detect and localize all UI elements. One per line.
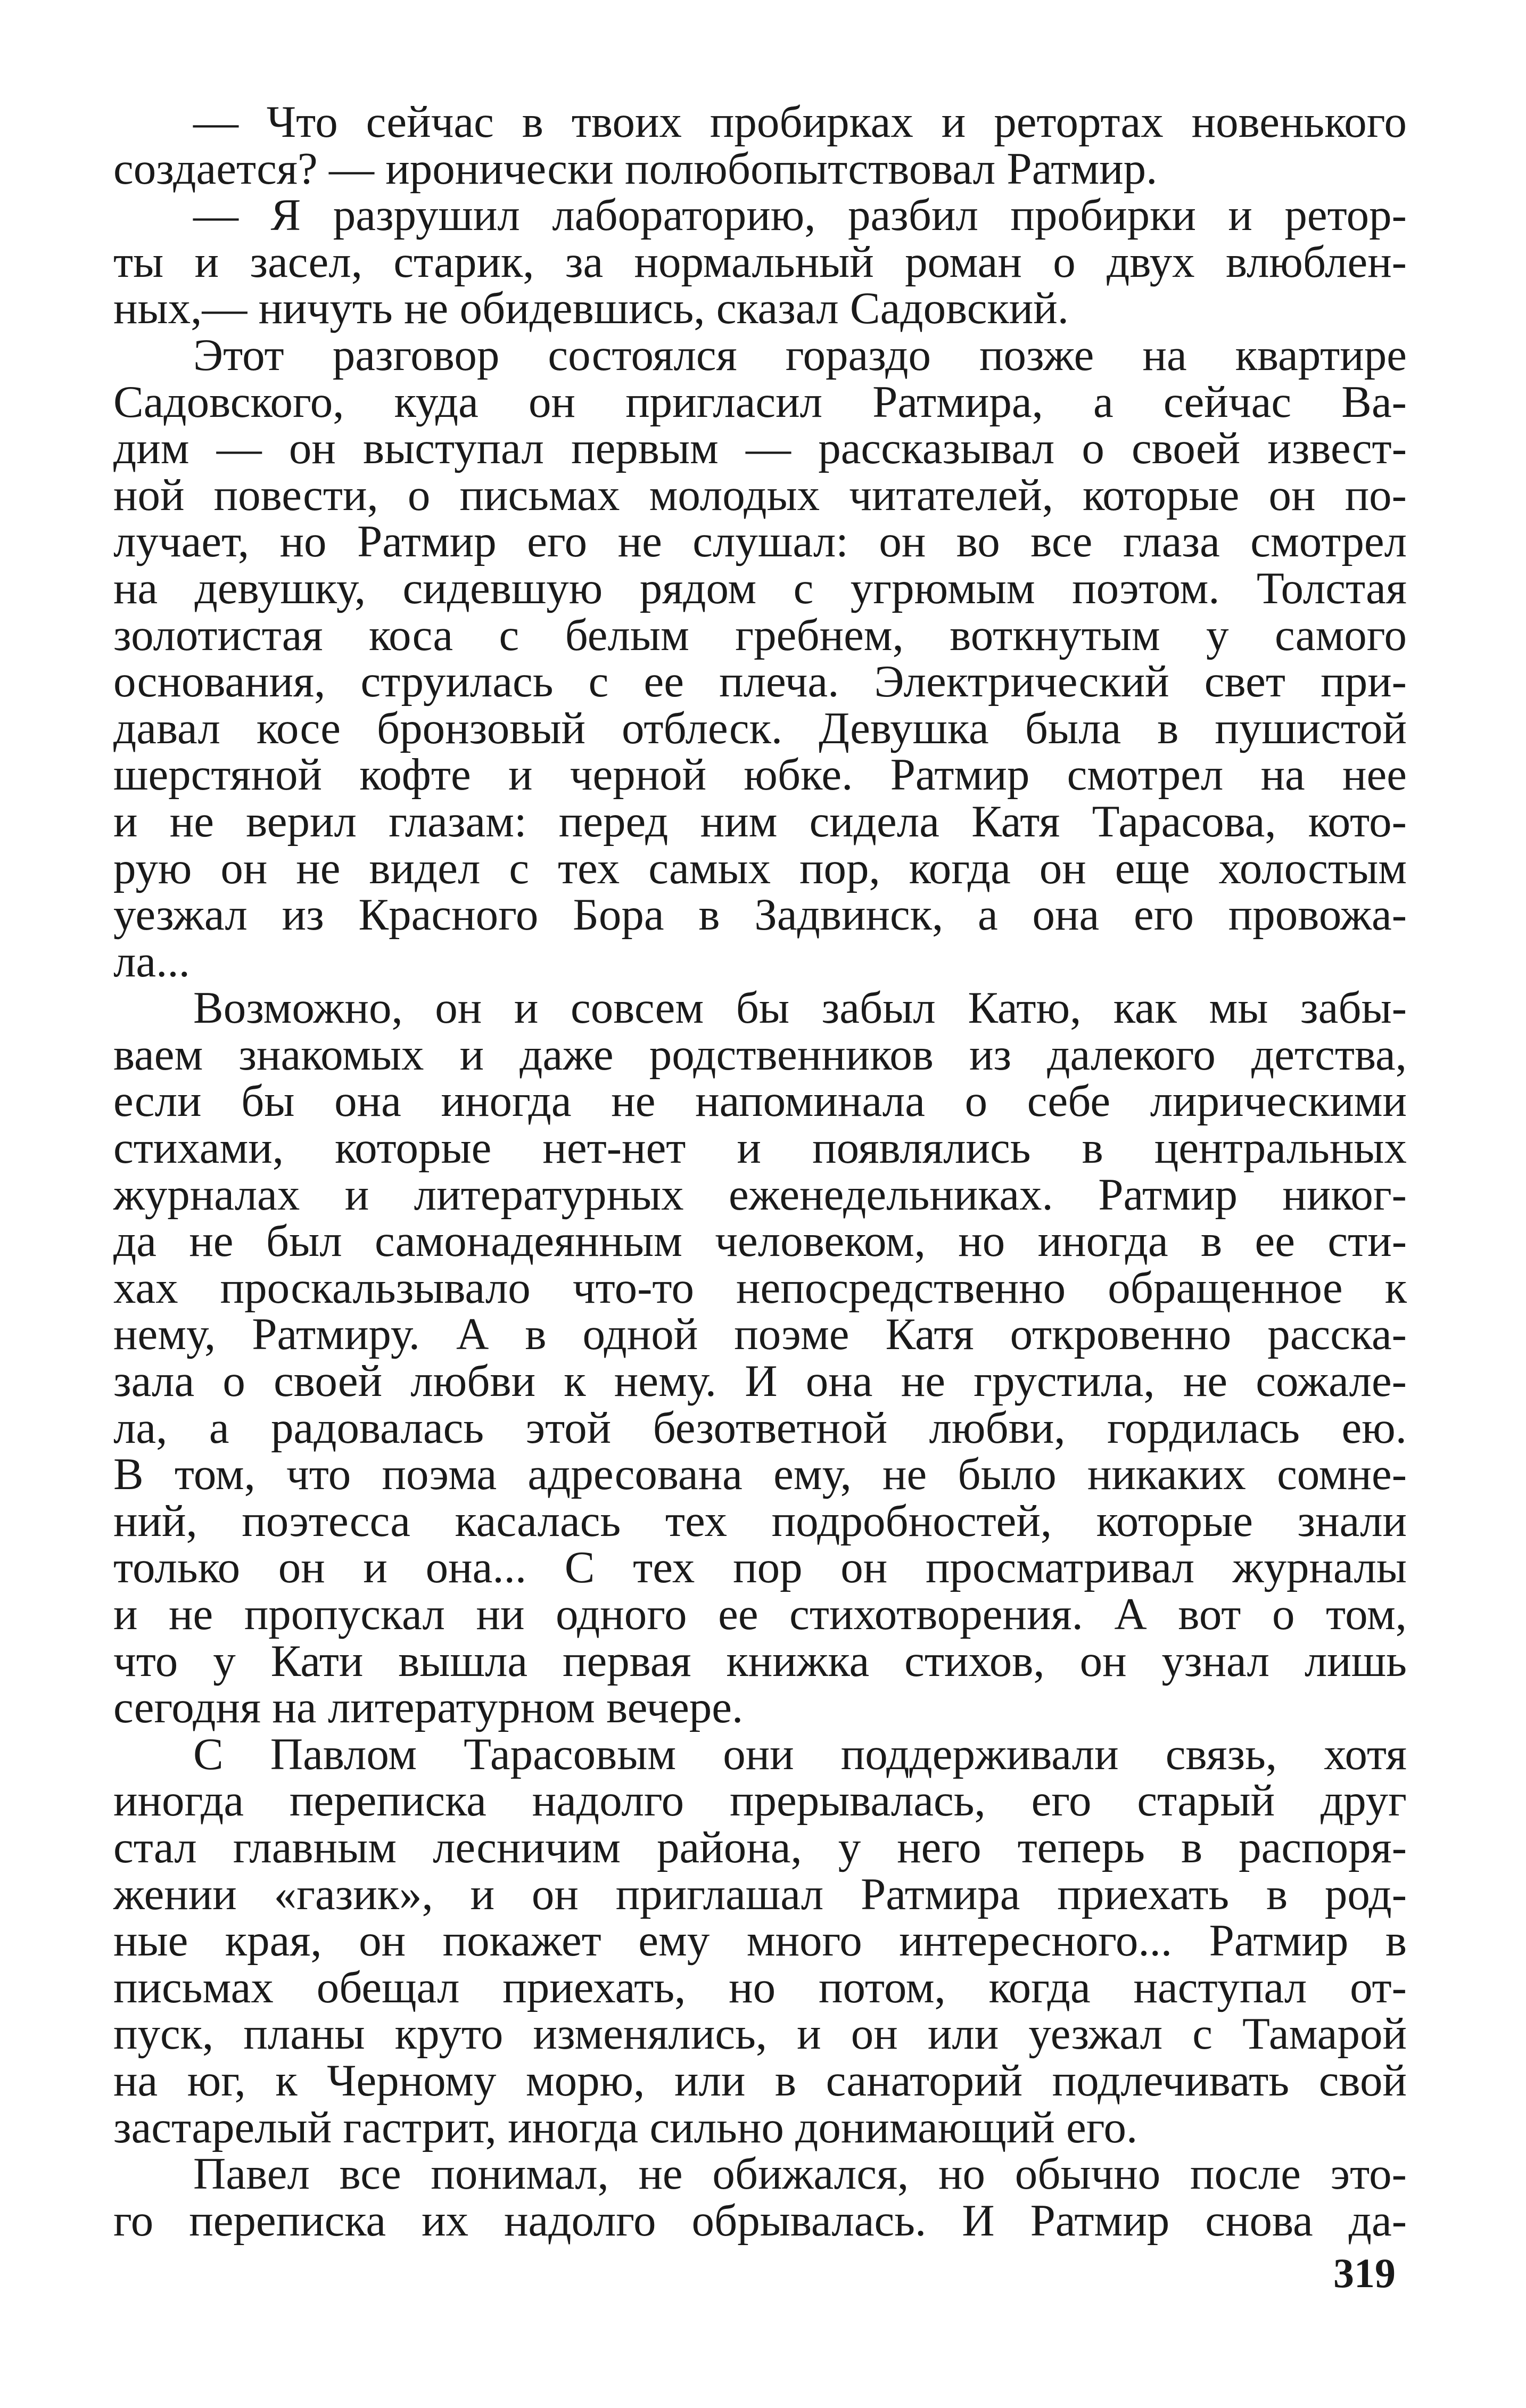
text-line: на юг, к Черному морю, или в санаторий подлечивать свой — [113, 2055, 1407, 2106]
text-line: что у Кати вышла первая книжка стихов, он узнал лишь — [113, 1636, 1407, 1686]
text-line: ла... — [113, 936, 190, 987]
text-line: ваем знакомых и даже родственников из далекого детства, — [113, 1029, 1407, 1080]
text-line: на девушку, сидевшую рядом с угрюмым поэтом. Толстая — [113, 563, 1407, 613]
text-line: давал косе бронзовый отблеск. Девушка была в пушистой — [113, 703, 1407, 753]
paragraph — [113, 192, 1407, 332]
text-line: Павел все понимал, не обижался, но обычно после это- — [193, 2149, 1407, 2199]
text-line: го переписка их надолго обрывалась. И Ратмир снова да- — [113, 2195, 1407, 2246]
text-line: лучает, но Ратмир его не слушал: он во все глаза смотрел — [113, 516, 1407, 567]
text-line: сегодня на литературном вечере. — [113, 1682, 744, 1733]
text-line: если бы она иногда не напоминала о себе лирическими — [113, 1076, 1407, 1127]
text-line: создается? — иронически полюбопытствовал Ратмир. — [113, 143, 1158, 194]
text-line: Возможно, он и совсем бы забыл Катю, как мы забы- — [193, 983, 1407, 1033]
text-line: рую он не видел с тех самых пор, когда он еще холостым — [113, 843, 1407, 893]
text-line: дим — он выступал первым — рассказывал о своей извест- — [113, 423, 1407, 474]
text-line: уезжал из Красного Бора в Задвинск, а она его провожа- — [113, 890, 1407, 940]
text-line: хах проскальзывало что-то непосредственно обращенное к — [113, 1262, 1407, 1313]
text-line: да не был самонадеянным человеком, но иногда в ее сти- — [113, 1216, 1407, 1267]
body-text — [113, 99, 1407, 2244]
text-line: шерстяной кофте и черной юбке. Ратмир смотрел на нее — [113, 750, 1407, 800]
paragraph — [113, 1731, 1407, 2151]
text-line: стал главным лесничим района, у него теперь в распоря- — [113, 1822, 1407, 1872]
text-line: пуск, планы круто изменялись, и он или уезжал с Тамарой — [113, 2009, 1407, 2059]
text-line: ты и засел, старик, за нормальный роман о двух влюблен- — [113, 236, 1407, 287]
text-line: нему, Ратмиру. А в одной поэме Катя откровенно расска- — [113, 1309, 1407, 1360]
text-line: журналах и литературных еженедельниках. Ратмир никог- — [113, 1169, 1407, 1220]
text-line: зала о своей любви к нему. И она не грустила, не сожале- — [113, 1356, 1407, 1407]
text-line: ные края, он покажет ему много интересного... Ратмир в — [113, 1916, 1407, 1966]
text-line: Садовского, куда он пригласил Ратмира, а сейчас Ва- — [113, 376, 1407, 427]
page-number: 319 — [1333, 2250, 1396, 2296]
text-line: и не верил глазам: перед ним сидела Катя Тарасова, кото- — [113, 796, 1407, 847]
text-line: застарелый гастрит, иногда сильно донимающий его. — [113, 2102, 1138, 2152]
text-line: ла, а радовалась этой безответной любви, гордилась ею. — [113, 1402, 1407, 1453]
text-line: золотистая коса с белым гребнем, воткнутым у самого — [113, 610, 1407, 660]
text-line: — Что сейчас в твоих пробирках и ретортах новенького — [193, 97, 1407, 147]
text-line: Этот разговор состоялся гораздо позже на квартире — [193, 330, 1407, 380]
text-line: ний, поэтесса касалась тех подробностей, которые знали — [113, 1495, 1407, 1546]
text-line: письмах обещал приехать, но потом, когда наступал от- — [113, 1962, 1407, 2012]
text-line: жении «газик», и он приглашал Ратмира приехать в род- — [113, 1869, 1407, 1919]
text-line: В том, что поэма адресована ему, не было никаких сомне- — [113, 1449, 1407, 1500]
text-line: ных,— ничуть не обидевшись, сказал Садовский. — [113, 283, 1069, 334]
text-line: стихами, которые нет-нет и появлялись в центральных — [113, 1123, 1407, 1173]
paragraph — [113, 332, 1407, 985]
text-line: ной повести, о письмах молодых читателей, которые он по- — [113, 470, 1407, 520]
text-line: основания, струилась с ее плеча. Электрический свет при- — [113, 656, 1407, 707]
paragraph — [113, 99, 1407, 192]
text-line: — Я разрушил лабораторию, разбил пробирки и ретор- — [193, 190, 1407, 241]
paragraph — [113, 2151, 1407, 2244]
text-line: иногда переписка надолго прерывалась, его старый друг — [113, 1776, 1407, 1826]
paragraph — [113, 985, 1407, 1731]
text-line: только он и она... С тех пор он просматривал журналы — [113, 1542, 1407, 1593]
text-line: и не пропускал ни одного ее стихотворения. А вот о том, — [113, 1589, 1407, 1639]
text-line: С Павлом Тарасовым они поддерживали связь, хотя — [193, 1729, 1407, 1779]
